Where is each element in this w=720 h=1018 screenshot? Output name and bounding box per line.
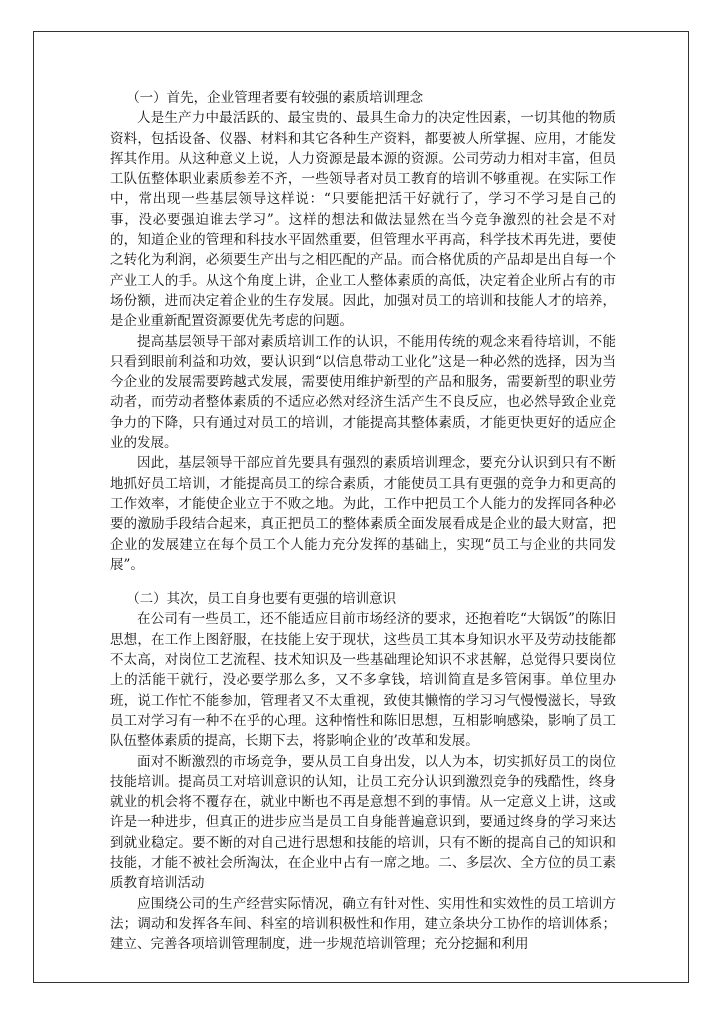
section-2-heading: （二）其次，员工自身也要有更强的培训意识: [126, 591, 397, 608]
section-gap: [110, 575, 616, 589]
document-body: [110, 88, 616, 954]
section-1-paragraph-2: 提高基层领导干部对素质培训工作的认识，不能用传统的观念来看待培训，不能只看到眼前利益和功效，要认识到“以信息带动工业化”这是一种必然的选择，因为当今企业的发展需要跨越式发展，需要使用维护新型的产品和服务，需要新型的职业劳动者，而劳动者整体素质的不适应必然对经济生活产生不良反应，也必然导致企业竞争力的下降，只有通过对员工的培训，才能提高其整体素质，才能更快更好的适应企业的发展。: [110, 333, 616, 452]
section-2-paragraph-3: 应围绕公司的生产经营实际情况，确立有针对性、实用性和实效性的员工培训方法；调动和发挥各车间、科室的培训积极性和作用，建立条块分工协作的培训体系；建立、完善各项培训管理制度，进一步规范培训管理；充分挖掘和利用: [110, 895, 616, 953]
section-1-paragraph-1: 人是生产力中最活跃的、最宝贵的、最具生命力的决定性因素，一切其他的物质资料，包括设备、仪器、材料和其它各种生产资料，都要被人所掌握、应用，才能发挥其作用。从这种意义上说，人力资源是最本源的资源。公司劳动力相对丰富，但员工队伍整体职业素质参差不齐，一些领导者对员工教育的培训不够重视。在实际工作中，常出现一些基层领导这样说：“只要能把活干好就行了，学习不学习是自己的事，没必要强迫谁去学习”。这样的想法和做法显然在当今竞争激烈的社会是不对的，知道企业的管理和科技水平固然重要，但管理水平再高，科学技术再先进，要使之转化为利润，必须要生产出与之相匹配的产品。而合格优质的产品却是出自每一个产业工人的手。从这个角度上讲，企业工人整体素质的高低，决定着企业所占有的市场份额，进而决定着企业的生存发展。因此，加强对员工的培训和技能人才的培养，是企业重新配置资源要优先考虑的问题。: [110, 110, 616, 330]
section-1-heading: （一）首先，企业管理者要有较强的素质培训理念: [126, 90, 424, 106]
section-2-paragraph-2: 面对不断激烈的市场竞争，要从员工自身出发，以人为本，切实抓好员工的岗位技能培训。提高员工对培训意识的认知，让员工充分认识到激烈竞争的残酷性，终身就业的机会将不覆存在，就业中断也不再是意想不到的事情。从一定意义上讲，这或许是一种进步，但真正的进步应当是员工自身能普遍意识到，要通过终身的学习来达到就业稳定。要不断的对自己进行思想和技能的培训，只有不断的提高自己的知识和技能，才能不被社会所淘汰，在企业中占有一席之地。二、多层次、全方位的员工素质教育培训活动: [110, 753, 616, 892]
section-2-paragraph-1: 在公司有一些员工，还不能适应目前市场经济的要求，还抱着吃“大锅饭”的陈旧思想，在工作上图舒服，在技能上安于现状，这些员工其本身知识水平及劳动技能都不太高，对岗位工艺流程、技术知识及一些基础理论知识不求甚解，总觉得只要岗位上的活能干就行，没必要学那么多，又不多拿钱，培训简直是多管闲事。单位里办班，说工作忙不能参加，管理者又不太重视，致使其懒惰的学习习气慢慢滋长，导致员工对学习有一种不在乎的心理。这种惰性和陈旧思想，互相影响感染，影响了员工队伍整体素质的提高，长期下去，将影响企业的’改革和发展。: [110, 611, 616, 750]
section-1-paragraph-3: 因此，基层领导干部应首先要具有强烈的素质培训理念，要充分认识到只有不断地抓好员工培训，才能提高员工的综合素质，才能使员工具有更强的竞争力和更高的工作效率，才能使企业立于不败之地。为此，工作中把员工个人能力的发挥同各种必要的激励手段结合起来，真正把员工的整体素质全面发展看成是企业的最大财富，把企业的发展建立在每个员工个人能力充分发挥的基础上，实现“员工与企业的共同发展”。: [110, 455, 616, 573]
